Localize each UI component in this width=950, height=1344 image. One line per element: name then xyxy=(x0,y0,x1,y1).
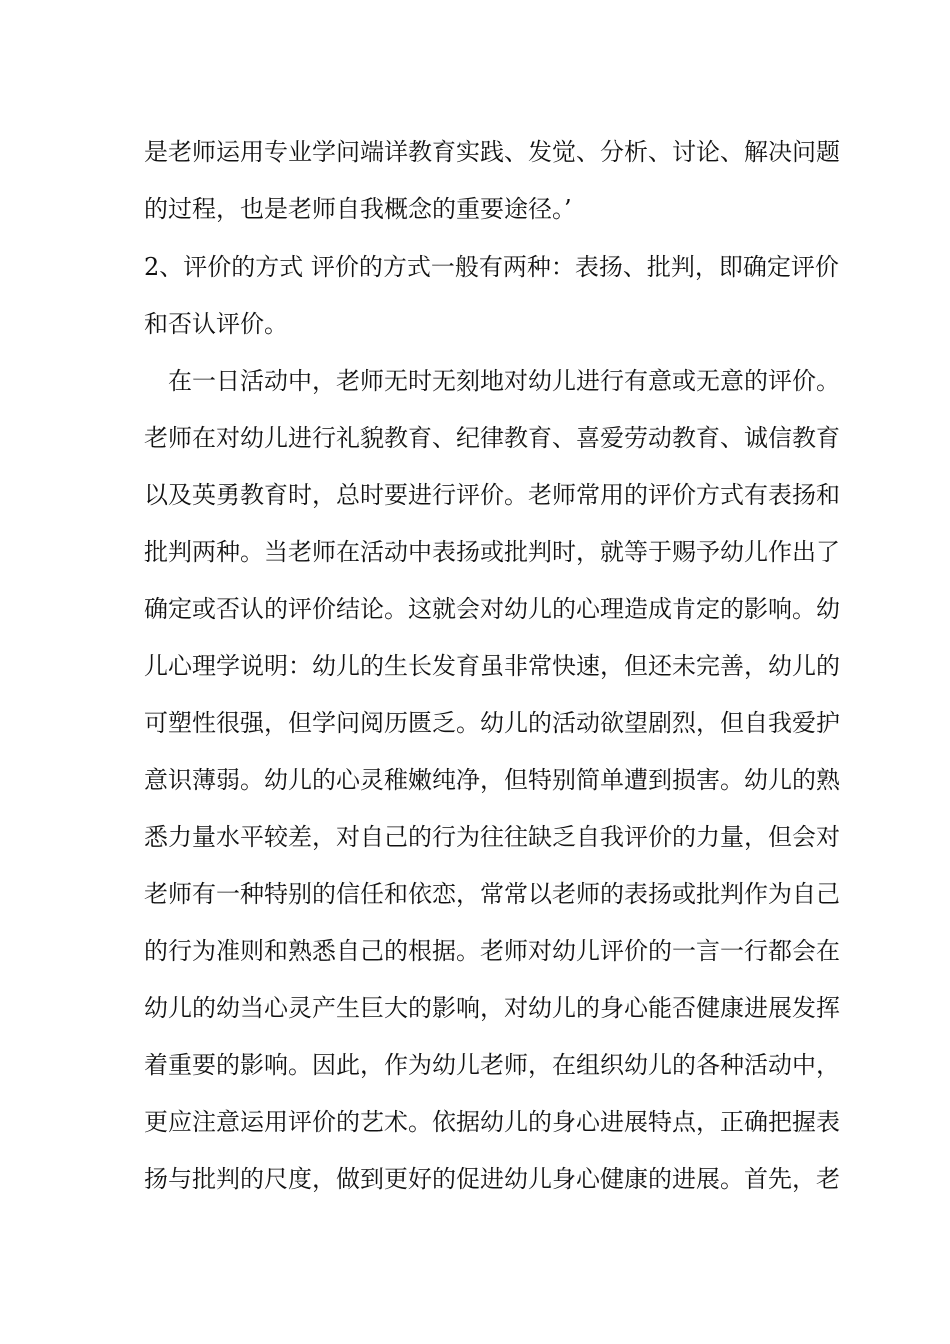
text-line-14: 老师有一种特别的信任和依恋，常常以老师的表扬或批判作为自己 xyxy=(144,880,840,908)
text-line-6: 老师在对幼儿进行礼貌教育、纪律教育、喜爱劳动教育、诚信教育 xyxy=(144,424,840,452)
text-line-15: 的行为准则和熟悉自己的根据。老师对幼儿评价的一言一行都会在 xyxy=(144,937,840,965)
text-line-17: 着重要的影响。因此，作为幼儿老师，在组织幼儿的各种活动中， xyxy=(144,1051,840,1079)
text-line-1: 是老师运用专业学问端详教育实践、发觉、分析、讨论、解决问题 xyxy=(144,138,840,166)
text-line-3: 2、评价的方式 评价的方式一般有两种：表扬、批判，即确定评价 xyxy=(144,253,839,281)
text-line-12: 意识薄弱。幼儿的心灵稚嫩纯净，但特别简单遭到损害。幼儿的熟 xyxy=(144,766,840,794)
text-line-10: 儿心理学说明：幼儿的生长发育虽非常快速，但还未完善，幼儿的 xyxy=(144,652,840,680)
text-line-11: 可塑性很强，但学问阅历匮乏。幼儿的活动欲望剧烈，但自我爱护 xyxy=(144,709,840,737)
text-line-5: 在一日活动中，老师无时无刻地对幼儿进行有意或无意的评价。 xyxy=(168,367,840,395)
text-line-4: 和否认评价。 xyxy=(144,310,288,338)
text-line-13: 悉力量水平较差，对自己的行为往往缺乏自我评价的力量，但会对 xyxy=(144,823,840,851)
text-line-2: 的过程，也是老师自我概念的重要途径。’ xyxy=(144,195,572,223)
text-line-19: 扬与批判的尺度，做到更好的促进幼儿身心健康的进展。首先，老 xyxy=(144,1165,840,1193)
text-line-7: 以及英勇教育时，总时要进行评价。老师常用的评价方式有表扬和 xyxy=(144,481,840,509)
text-line-8: 批判两种。当老师在活动中表扬或批判时，就等于赐予幼儿作出了 xyxy=(144,538,840,566)
text-line-9: 确定或否认的评价结论。这就会对幼儿的心理造成肯定的影响。幼 xyxy=(144,595,840,623)
text-line-18: 更应注意运用评价的艺术。依据幼儿的身心进展特点，正确把握表 xyxy=(144,1108,840,1136)
text-line-16: 幼儿的幼当心灵产生巨大的影响，对幼儿的身心能否健康进展发挥 xyxy=(144,994,840,1022)
